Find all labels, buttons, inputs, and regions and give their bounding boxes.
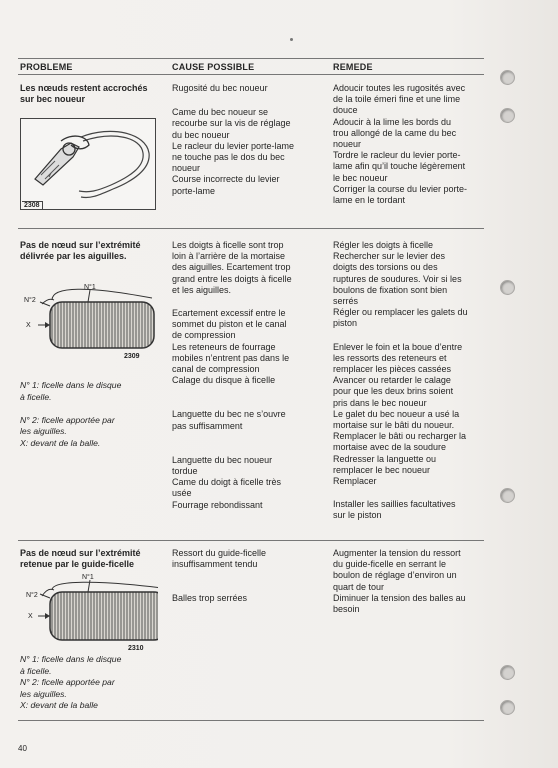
header-problem: PROBLEME	[20, 62, 73, 72]
label-n1: N°1	[82, 574, 94, 581]
section3-problem: Pas de nœud sur l’extrémité retenue par le guide-ficelle	[20, 548, 141, 570]
remedy-item: Avancer ou retarder le calage pour que les deux brins soient pris dans le bec noueur	[333, 375, 454, 408]
section1-remedies	[333, 83, 488, 206]
section3-legend: N° 1: ficelle dans le disque à ficelle. N° 2: ficelle apportée par les aiguilles. X: devant de la balle	[20, 654, 122, 710]
section2-remedies	[333, 240, 491, 522]
cause-item: Course incorrecte du levier porte-lame	[172, 174, 280, 196]
binder-hole	[500, 70, 515, 85]
remedy-item: Régler ou remplacer les galets du piston	[333, 307, 468, 329]
figure-number: 2310	[128, 645, 144, 652]
section2-legend: N° 1: ficelle dans le disque à ficelle. N° 2: ficelle apportée par les aiguilles. X: devant de la balle.	[20, 380, 122, 448]
figure-number: 2309	[124, 353, 140, 360]
cause-item: Les doigts à ficelle sont trop loin à l’arrière de la mortaise des aiguilles. Ecartement trop grand entre les doigts à ficelle et les aiguilles.	[172, 240, 292, 295]
header-top-rule	[18, 58, 484, 59]
label-n1: N°1	[84, 284, 96, 291]
cause-item: Ecartement excessif entre le sommet du piston et le canal de compression	[172, 308, 287, 341]
section-rule	[18, 720, 484, 721]
knotter-illustration	[21, 119, 155, 209]
remedy-item: Le galet du bec noueur a usé la mortaise sur le bâti du noueur. Remplacer le bâti ou recharger la mortaise avec de la soudure	[333, 408, 467, 453]
section3-causes	[172, 548, 322, 605]
remedy-item: Augmenter la tension du ressort du guide-ficelle en serrant le boulon de réglage d’environ un quart de tour	[333, 548, 461, 592]
header-remedy: REMEDE	[333, 62, 373, 72]
figure-number: 2308	[22, 201, 43, 209]
remedy-item: Remplacer	[333, 476, 377, 487]
cause-item: Rugosité du bec noueur	[172, 83, 268, 93]
cause-item: Came du doigt à ficelle très usée	[172, 477, 282, 499]
section1-causes	[172, 83, 322, 197]
section1-problem: Les nœuds restent accrochés sur bec noueur	[20, 83, 148, 105]
cause-item: Came du bec noueur se recourbe sur la vis de réglage du bec noueur	[172, 107, 291, 140]
cause-item: Ressort du guide-ficelle insuffisamment tendu	[172, 548, 267, 570]
section3-remedies	[333, 548, 491, 615]
cause-item: Calage du disque à ficelle	[172, 375, 276, 386]
remedy-item: Corriger la course du levier porte- lame en le tordant	[333, 183, 468, 206]
figure-2310	[18, 572, 158, 654]
remedy-item: Enlever le foin et la boue d’entre les ressorts des reteneurs et remplacer les pièces cassées	[333, 341, 463, 375]
remedy-item: Régler les doigts à ficelle Rechercher sur le levier des doigts des torsions ou des ruptures de soudures. Voir si les boulons de fixation sont bien serrés	[333, 240, 462, 307]
binder-hole	[500, 488, 515, 503]
page-mark	[290, 38, 293, 41]
cause-item: Le racleur du levier porte-lame ne touche pas le dos du bec noueur	[172, 140, 295, 174]
label-x: X	[26, 322, 31, 329]
label-n2: N°2	[26, 592, 38, 599]
binder-hole	[500, 665, 515, 680]
remedy-item: Adoucir toutes les rugosités avec de la toile émeri fine et une lime douce	[333, 83, 466, 116]
binder-hole	[500, 108, 515, 123]
cause-item: Languette du bec noueur tordue	[172, 454, 273, 477]
header-cause: CAUSE POSSIBLE	[172, 62, 255, 72]
cause-item: Fourrage rebondissant	[172, 499, 263, 510]
cause-item: Balles trop serrées	[172, 593, 248, 604]
header-bottom-rule	[18, 74, 484, 75]
binder-hole	[500, 280, 515, 295]
page-number: 40	[18, 744, 27, 753]
remedy-item: Tordre le racleur du levier porte- lame afin qu’il touche légèrement le bec noueur	[333, 150, 466, 183]
label-n2: N°2	[24, 297, 36, 304]
section-rule	[18, 540, 484, 541]
remedy-item: Redresser la languette ou remplacer le bec noueur	[333, 453, 437, 475]
figure-2308	[20, 118, 156, 210]
cause-item: Languette du bec ne s’ouvre pas suffisamment	[172, 409, 286, 431]
section-rule	[18, 228, 484, 229]
remedy-item: Adoucir à la lime les bords du trou allongé de la came du bec noueur	[333, 116, 457, 150]
section2-causes	[172, 240, 322, 511]
section2-problem: Pas de nœud sur l’extrémité délivrée par les aiguilles.	[20, 240, 141, 262]
label-x: X	[28, 613, 33, 620]
cause-item: Les reteneurs de fourrage mobiles n’entrent pas dans le canal de compression	[172, 341, 290, 375]
remedy-item: Installer les saillies facultatives sur le piston	[333, 499, 456, 521]
figure-2309	[18, 280, 158, 362]
remedy-item: Diminuer la tension des balles au besoin	[333, 592, 466, 615]
binder-hole	[500, 700, 515, 715]
